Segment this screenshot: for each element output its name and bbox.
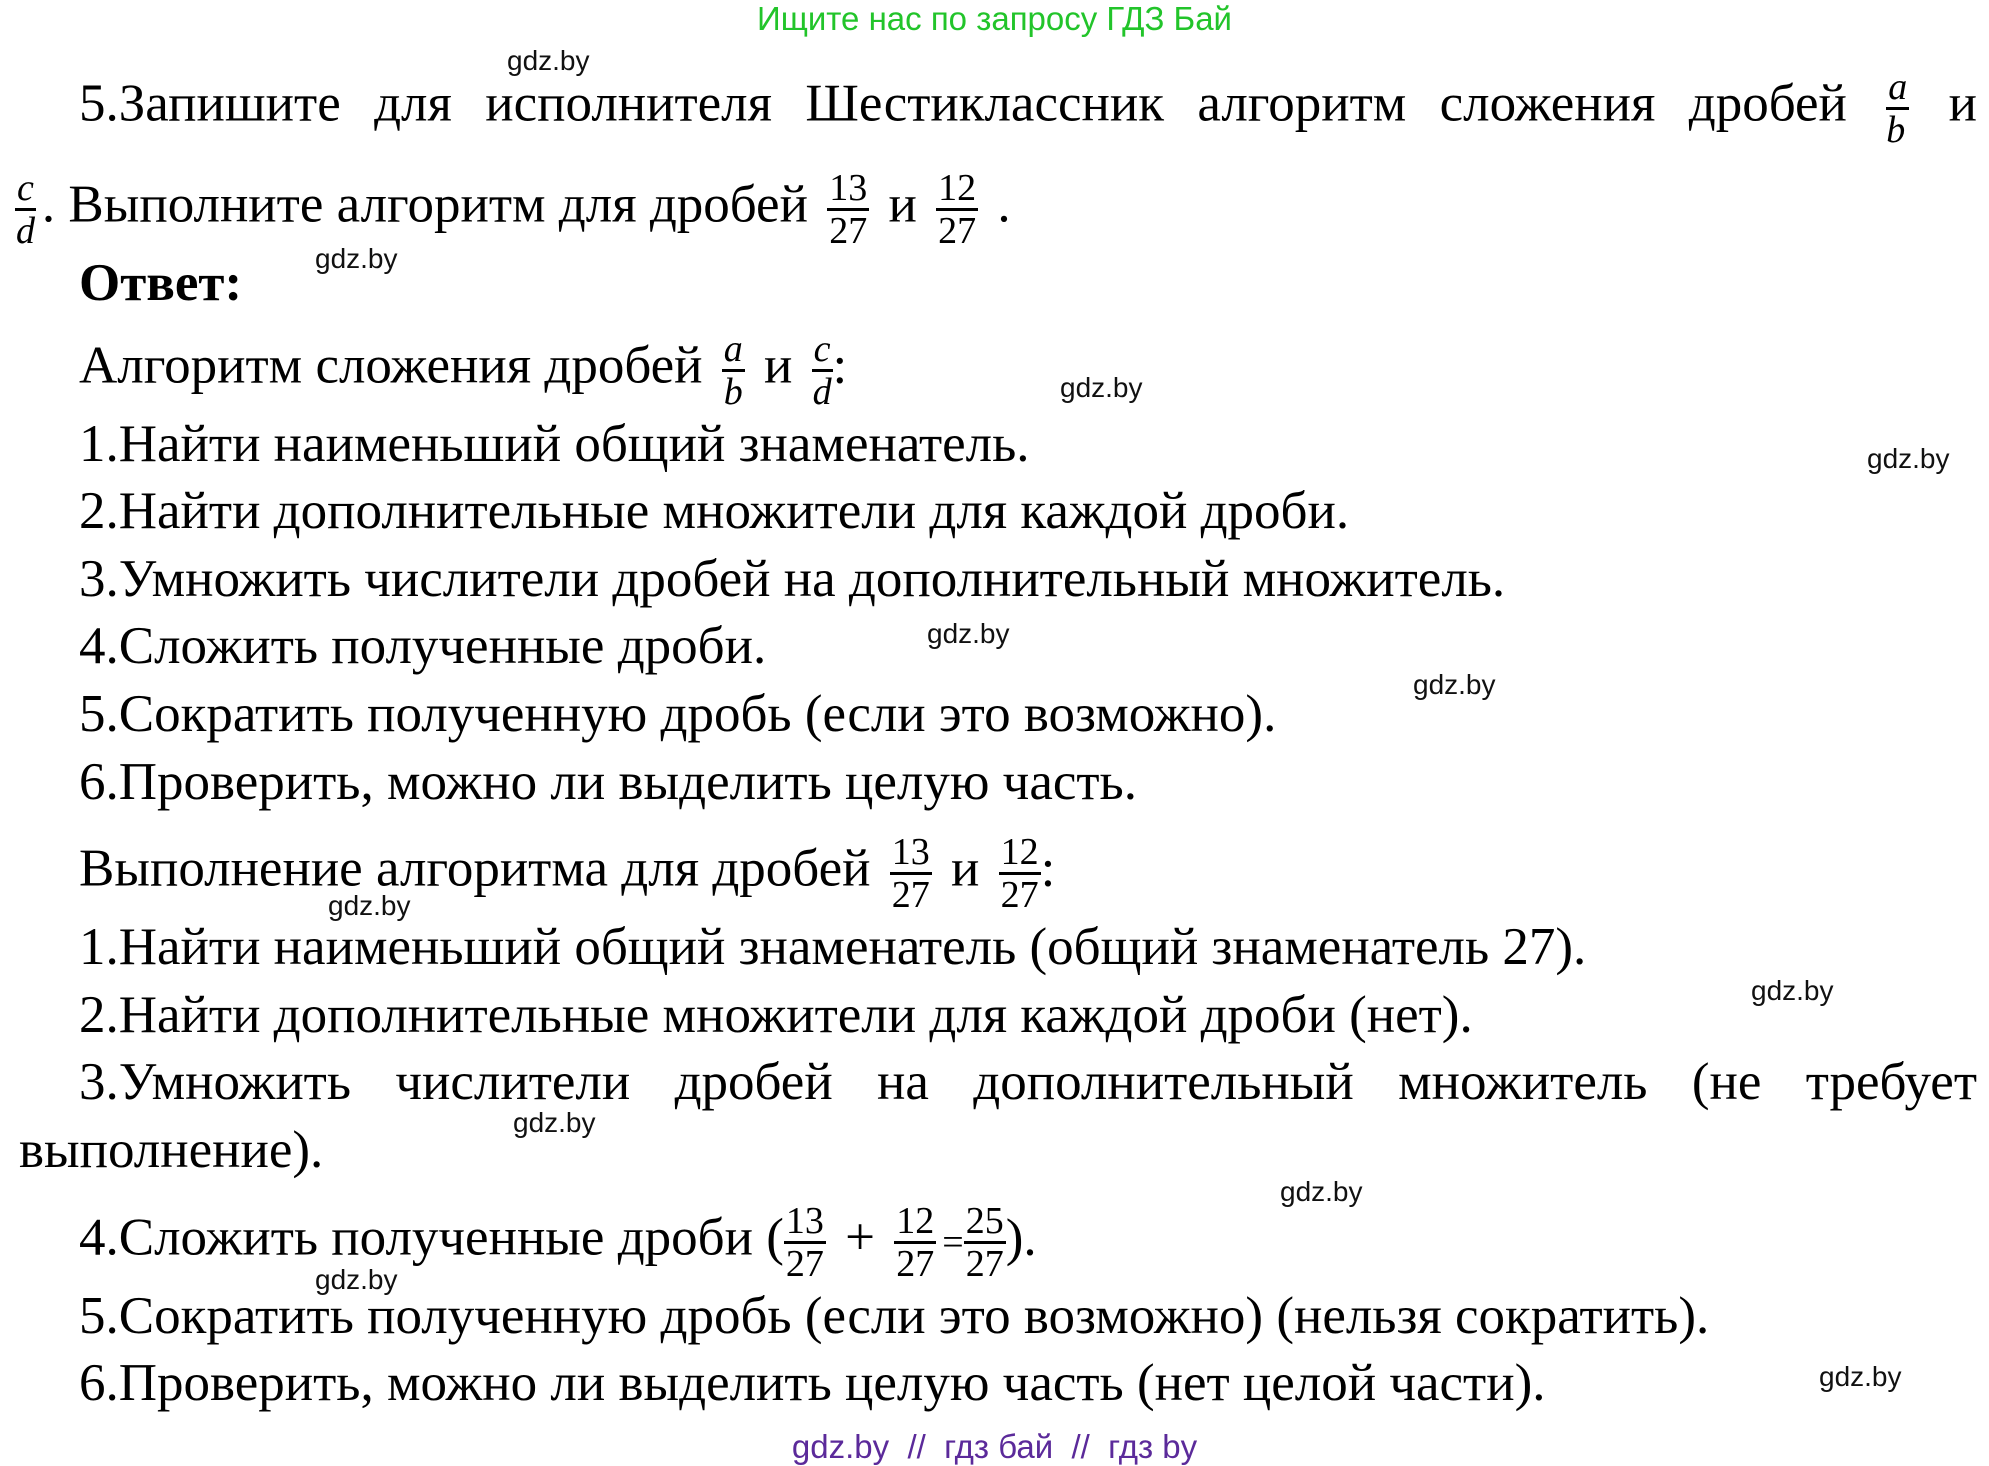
watermark: gdz.by [1751, 975, 1834, 1006]
watermark: gdz.by [1819, 1361, 1902, 1392]
algorithm-step: 6.Проверить, можно ли выделить целую часть. [79, 753, 1137, 811]
task-line-1 [79, 67, 1977, 150]
numerator: 13 [891, 831, 930, 873]
fraction-25-27 [964, 1201, 1006, 1284]
fraction-a-b [1886, 67, 1909, 150]
conjunction: и [950, 839, 980, 898]
numerator: 25 [965, 1200, 1004, 1242]
watermark: gdz.by [328, 890, 411, 921]
denominator: b [1886, 109, 1906, 151]
algorithm-title-text: Алгоритм сложения дробей [79, 336, 703, 395]
fraction-12-27 [999, 832, 1041, 915]
watermark: gdz.by [927, 618, 1010, 649]
execution-step-sum [79, 1201, 1037, 1284]
watermark: gdz.by [315, 243, 398, 274]
fraction-13-27 [890, 832, 932, 915]
execution-title-text: Выполнение алгоритма для дробей [79, 839, 871, 898]
denominator: 27 [829, 210, 868, 252]
colon: : [1040, 839, 1056, 898]
execution-step: 3.Умножить числители дробей на дополнительный множитель (не требует [79, 1053, 1977, 1111]
fraction-13-27 [827, 168, 869, 251]
numerator: 12 [1000, 831, 1039, 873]
algorithm-title [79, 329, 847, 412]
fraction-13-27 [784, 1201, 826, 1284]
watermark: gdz.by [1060, 372, 1143, 403]
algorithm-step: 5.Сократить полученную дробь (если это возможно). [79, 685, 1277, 743]
colon: : [832, 336, 848, 395]
watermark: gdz.by [1867, 443, 1950, 474]
watermark: gdz.by [507, 45, 590, 76]
denominator: d [15, 210, 35, 252]
task-text: . Выполните алгоритм для дробей [41, 175, 808, 234]
equals-sign: = [942, 1221, 964, 1264]
period: . [997, 175, 1011, 234]
fraction-a-b [722, 329, 745, 412]
conjunction: и [764, 336, 793, 395]
numerator: c [813, 328, 831, 370]
fraction-c-d [15, 168, 36, 251]
execution-step: 5.Сократить полученную дробь (если это возможно) (нельзя сократить). [79, 1287, 1710, 1345]
search-banner: Ищите нас по запросу ГДЗ Бай [757, 0, 1232, 37]
execution-step: 6.Проверить, можно ли выделить целую часть (нет целой части). [79, 1354, 1546, 1412]
fraction-12-27 [936, 168, 978, 251]
task-text: 5.Запишите для исполнителя Шестиклассник алгоритм сложения дробей [79, 74, 1847, 133]
fraction-c-d [812, 329, 833, 412]
plus-sign: + [845, 1208, 876, 1267]
numerator: 13 [829, 167, 868, 209]
numerator: c [17, 167, 34, 209]
denominator: 27 [1000, 874, 1039, 916]
algorithm-step: 1.Найти наименьший общий знаменатель. [79, 415, 1030, 473]
numerator: 12 [938, 167, 977, 209]
fraction-12-27 [894, 1201, 936, 1284]
denominator: b [723, 371, 743, 413]
footer-links: gdz.by // гдз бай // гдз by [791, 1428, 1198, 1465]
numerator: 13 [785, 1200, 824, 1242]
denominator: 27 [896, 1243, 935, 1285]
watermark: gdz.by [315, 1264, 398, 1295]
task-line-2 [15, 168, 1011, 251]
execution-step: 2.Найти дополнительные множители для каждой дроби (нет). [79, 986, 1473, 1044]
watermark: gdz.by [1280, 1176, 1363, 1207]
numerator: 12 [896, 1200, 935, 1242]
execution-step-text: 4.Сложить полученные дроби ( [79, 1208, 784, 1267]
denominator: 27 [785, 1243, 824, 1285]
algorithm-step: 4.Сложить полученные дроби. [79, 617, 767, 675]
denominator: d [812, 371, 832, 413]
watermark: gdz.by [513, 1107, 596, 1138]
execution-step: 1.Найти наименьший общий знаменатель (общий знаменатель 27). [79, 918, 1587, 976]
denominator: 27 [891, 874, 930, 916]
conjunction: и [888, 175, 917, 234]
algorithm-step: 2.Найти дополнительные множители для каждой дроби. [79, 482, 1350, 540]
denominator: 27 [965, 1243, 1004, 1285]
answer-label: Ответ: [79, 254, 243, 312]
closing-paren: ). [1005, 1208, 1037, 1267]
conjunction: и [1948, 74, 1978, 133]
denominator: 27 [938, 210, 977, 252]
execution-step-continuation: выполнение). [19, 1121, 324, 1179]
execution-title [79, 832, 1055, 915]
algorithm-step: 3.Умножить числители дробей на дополнительный множитель. [79, 550, 1506, 608]
numerator: a [1888, 66, 1908, 108]
watermark: gdz.by [1413, 669, 1496, 700]
numerator: a [723, 328, 743, 370]
